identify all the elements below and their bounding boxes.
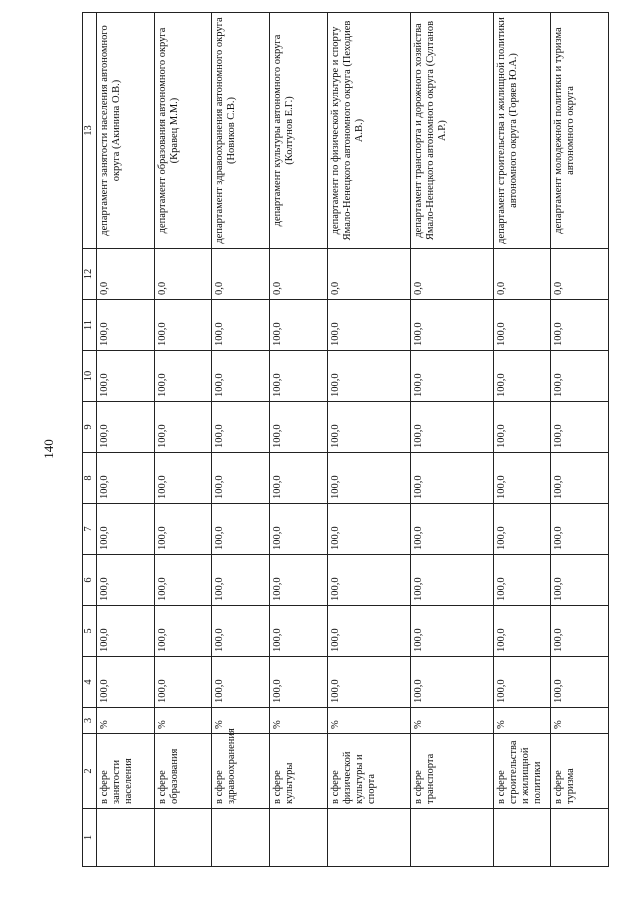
value-cell-col10: 100,0: [410, 351, 493, 402]
value-cell-col9: 100,0: [493, 402, 551, 453]
value-cell-col10: 100,0: [493, 351, 551, 402]
value-cell-col5: 100,0: [551, 606, 609, 657]
value-cell-col7: 100,0: [97, 504, 155, 555]
value-cell-col6: 100,0: [154, 555, 212, 606]
col-num-6: 6: [83, 555, 97, 606]
value-cell-col4: 100,0: [270, 657, 328, 708]
page-number: 140: [41, 439, 56, 459]
responsible-department-cell: департамент здравоохранения автономного округа (Новиков С.В.): [212, 13, 270, 249]
row-number-cell: [327, 809, 410, 867]
col-num-11: 11: [83, 300, 97, 351]
indicator-name-cell: в сфере туризма: [551, 734, 609, 809]
value-cell-col12: 0,0: [551, 249, 609, 300]
row-number-cell: [270, 809, 328, 867]
value-cell-col12: 0,0: [97, 249, 155, 300]
value-cell-col6: 100,0: [551, 555, 609, 606]
unit-cell: %: [154, 708, 212, 734]
value-cell-col7: 100,0: [327, 504, 410, 555]
row-number-cell: [212, 809, 270, 867]
indicator-name-cell: в сфере строительства и жилищной политики: [493, 734, 551, 809]
value-cell-col5: 100,0: [270, 606, 328, 657]
value-cell-col4: 100,0: [410, 657, 493, 708]
value-cell-col12: 0,0: [327, 249, 410, 300]
indicator-name-cell: в сфере физической культуры и спорта: [327, 734, 410, 809]
value-cell-col4: 100,0: [327, 657, 410, 708]
value-cell-col7: 100,0: [493, 504, 551, 555]
table-row: [327, 13, 410, 867]
indicator-name-cell: в сфере культуры: [270, 734, 328, 809]
value-cell-col4: 100,0: [493, 657, 551, 708]
indicator-name-cell: в сфере занятости населения: [97, 734, 155, 809]
value-cell-col4: 100,0: [212, 657, 270, 708]
value-cell-col12: 0,0: [212, 249, 270, 300]
value-cell-col11: 100,0: [410, 300, 493, 351]
value-cell-col5: 100,0: [410, 606, 493, 657]
value-cell-col9: 100,0: [327, 402, 410, 453]
row-number-cell: [493, 809, 551, 867]
table-rotated-container: [82, 12, 609, 867]
table-row: [410, 13, 493, 867]
value-cell-col11: 100,0: [493, 300, 551, 351]
value-cell-col5: 100,0: [327, 606, 410, 657]
column-number-row: [83, 13, 97, 867]
value-cell-col12: 0,0: [154, 249, 212, 300]
value-cell-col7: 100,0: [270, 504, 328, 555]
value-cell-col9: 100,0: [551, 402, 609, 453]
indicator-name-cell: в сфере транспорта: [410, 734, 493, 809]
value-cell-col9: 100,0: [212, 402, 270, 453]
value-cell-col6: 100,0: [212, 555, 270, 606]
responsible-department-cell: департамент образования автономного округа (Кравец М.М.): [154, 13, 212, 249]
table-row: [270, 13, 328, 867]
value-cell-col6: 100,0: [493, 555, 551, 606]
value-cell-col5: 100,0: [97, 606, 155, 657]
value-cell-col10: 100,0: [551, 351, 609, 402]
value-cell-col7: 100,0: [410, 504, 493, 555]
value-cell-col11: 100,0: [551, 300, 609, 351]
value-cell-col7: 100,0: [212, 504, 270, 555]
value-cell-col5: 100,0: [493, 606, 551, 657]
value-cell-col10: 100,0: [270, 351, 328, 402]
value-cell-col8: 100,0: [270, 453, 328, 504]
row-number-cell: [551, 809, 609, 867]
value-cell-col10: 100,0: [212, 351, 270, 402]
value-cell-col8: 100,0: [327, 453, 410, 504]
value-cell-col8: 100,0: [97, 453, 155, 504]
value-cell-col11: 100,0: [327, 300, 410, 351]
indicators-table: [82, 12, 609, 867]
col-num-5: 5: [83, 606, 97, 657]
value-cell-col6: 100,0: [97, 555, 155, 606]
value-cell-col9: 100,0: [270, 402, 328, 453]
indicator-name-cell: в сфере образования: [154, 734, 212, 809]
value-cell-col9: 100,0: [410, 402, 493, 453]
col-num-3: 3: [83, 708, 97, 734]
table-row: [493, 13, 551, 867]
value-cell-col4: 100,0: [154, 657, 212, 708]
responsible-department-cell: департамент транспорта и дорожного хозяйства Ямало-Ненецкого автономного округа (Султанов А.Р.): [410, 13, 493, 249]
unit-cell: %: [97, 708, 155, 734]
value-cell-col10: 100,0: [154, 351, 212, 402]
col-num-10: 10: [83, 351, 97, 402]
indicator-name-cell: в сфере здравоохранения: [212, 734, 270, 809]
responsible-department-cell: департамент по физической культуре и спорту Ямало-Ненецкого автономного округа (Пеходиев А.В.): [327, 13, 410, 249]
value-cell-col11: 100,0: [97, 300, 155, 351]
value-cell-col8: 100,0: [493, 453, 551, 504]
value-cell-col12: 0,0: [270, 249, 328, 300]
table-row: [154, 13, 212, 867]
value-cell-col10: 100,0: [327, 351, 410, 402]
value-cell-col8: 100,0: [551, 453, 609, 504]
col-num-2: 2: [83, 734, 97, 809]
value-cell-col7: 100,0: [154, 504, 212, 555]
unit-cell: %: [410, 708, 493, 734]
value-cell-col9: 100,0: [154, 402, 212, 453]
value-cell-col4: 100,0: [551, 657, 609, 708]
value-cell-col11: 100,0: [154, 300, 212, 351]
row-number-cell: [154, 809, 212, 867]
value-cell-col8: 100,0: [154, 453, 212, 504]
responsible-department-cell: департамент культуры автономного округа (Колтунов Е.Г.): [270, 13, 328, 249]
col-num-1: 1: [83, 809, 97, 867]
value-cell-col9: 100,0: [97, 402, 155, 453]
unit-cell: %: [327, 708, 410, 734]
value-cell-col8: 100,0: [212, 453, 270, 504]
value-cell-col11: 100,0: [212, 300, 270, 351]
table-row: [551, 13, 609, 867]
col-num-12: 12: [83, 249, 97, 300]
responsible-department-cell: департамент строительства и жилищной политики автономного округа (Горяев Ю.А.): [493, 13, 551, 249]
value-cell-col10: 100,0: [97, 351, 155, 402]
responsible-department-cell: департамент молодежной политики и туризма автономного округа: [551, 13, 609, 249]
value-cell-col4: 100,0: [97, 657, 155, 708]
row-number-cell: [97, 809, 155, 867]
table-row: [97, 13, 155, 867]
col-num-9: 9: [83, 402, 97, 453]
value-cell-col6: 100,0: [410, 555, 493, 606]
unit-cell: %: [212, 708, 270, 734]
unit-cell: %: [493, 708, 551, 734]
value-cell-col6: 100,0: [270, 555, 328, 606]
col-num-4: 4: [83, 657, 97, 708]
unit-cell: %: [551, 708, 609, 734]
table-row: [212, 13, 270, 867]
unit-cell: %: [270, 708, 328, 734]
value-cell-col7: 100,0: [551, 504, 609, 555]
value-cell-col12: 0,0: [410, 249, 493, 300]
value-cell-col6: 100,0: [327, 555, 410, 606]
value-cell-col8: 100,0: [410, 453, 493, 504]
col-num-13: 13: [83, 13, 97, 249]
responsible-department-cell: департамент занятости населения автономного округа (Акинина О.В.): [97, 13, 155, 249]
value-cell-col12: 0,0: [493, 249, 551, 300]
value-cell-col11: 100,0: [270, 300, 328, 351]
value-cell-col5: 100,0: [212, 606, 270, 657]
value-cell-col5: 100,0: [154, 606, 212, 657]
col-num-8: 8: [83, 453, 97, 504]
row-number-cell: [410, 809, 493, 867]
col-num-7: 7: [83, 504, 97, 555]
